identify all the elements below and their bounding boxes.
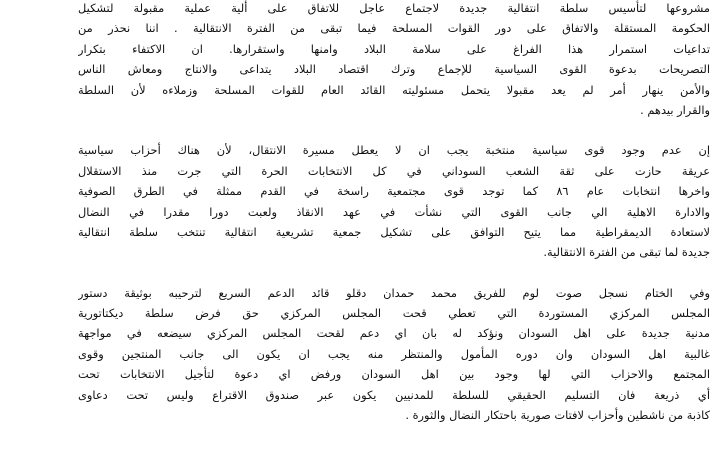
text-line: جديدة لما تبقى من الفترة الانتقالية.	[543, 245, 710, 260]
article-body	[78, 0, 710, 445]
text-line: المجلس المركزي المستوردة التي تعطي قحت المجلس المركزي حق فرض سلطة ديكتاتورية	[78, 306, 710, 321]
text-line: والادارة الاهلية الي جانب القوى التي نشأت في عهد الانقاذ ولعبت دورا مقدرا في النضال	[78, 204, 710, 219]
text-line: تداعيات استمرار هذا الفراغ على سلامة البلاد وامنها واستقرارها. ان الاكتفاء بتكرار	[78, 41, 710, 56]
text-line: وفي الختام نسجل صوت لوم للفريق محمد حمدان دقلو قائد الدعم السريع لترحيبه بوثيقة دستور	[78, 285, 710, 300]
paragraph-1	[78, 0, 710, 120]
text-line: مدنية جديدة على اهل السودان ونؤكد له بان اي دعم لقحت المجلس المركزي سيضعه في مواجهة	[78, 326, 710, 341]
text-line: الحكومة المستقلة والاتفاق على دور القوات المسلحة فيما تبقى من الفترة الانتقالية . اننا نحذر من	[78, 21, 710, 36]
text-line: والأمن ينهار أمر لم يعد مقبولا يتحمل مسئوليته القائد العام للقوات المسلحة وزملاءه لأن السلطة	[78, 82, 710, 97]
paragraph-2	[78, 140, 710, 262]
text-line: كاذبة من ناشطين وأحزاب لافتات صورية باحتكار النضال والثورة .	[405, 408, 710, 423]
text-line: لاستعادة الديمقراطية مما يتيح التوافق على تشكيل جمعية تشريعية انتقالية تنتخب سلطة انتقالية	[78, 224, 710, 239]
text-line: أي ذريعة فان التسليم الحقيقي للسلطة للمدنيين يكون عبر صندوق الاقتراع وليس تحت دعاوى	[78, 387, 710, 402]
text-line: مشروعها لتأسيس سلطة انتقالية جديدة لاجتماع عاجل للاتفاق على ألية عملية مقبولة لتشكيل	[78, 1, 710, 15]
text-line: والقرار بيدهم .	[640, 102, 710, 117]
paragraph-3	[78, 283, 710, 426]
text-line: المجتمع والاحزاب التي لها وجود بين اهل السودان ورفض اي دعوة لتأجيل الانتخابات تحت	[78, 367, 710, 382]
text-line: غالبية اهل السودان وان دوره المأمول والمنتظر منه يجب ان يكون الى جانب المنتجين وقوى	[78, 346, 710, 361]
text-line: التصريحات بدعوة القوى السياسية للإجماع وترك اقتصاد البلاد يتداعى والانتاج ومعاش الناس	[78, 62, 710, 77]
text-line: عريقة حازت على ثقة الشعب السوداني في كل الانتخابات الحرة التي جرت منذ الاستقلال	[78, 163, 710, 178]
text-line: واخرها انتخابات عام ٨٦ كما توجد قوى مجتمعية راسخة في القدم ممثلة في الطرق الصوفية	[78, 184, 710, 199]
text-line: إن عدم وجود قوى سياسية منتخبة يجب ان لا يعطل مسيرة الانتقال، لأن هناك أحزاب سياسية	[78, 143, 710, 158]
